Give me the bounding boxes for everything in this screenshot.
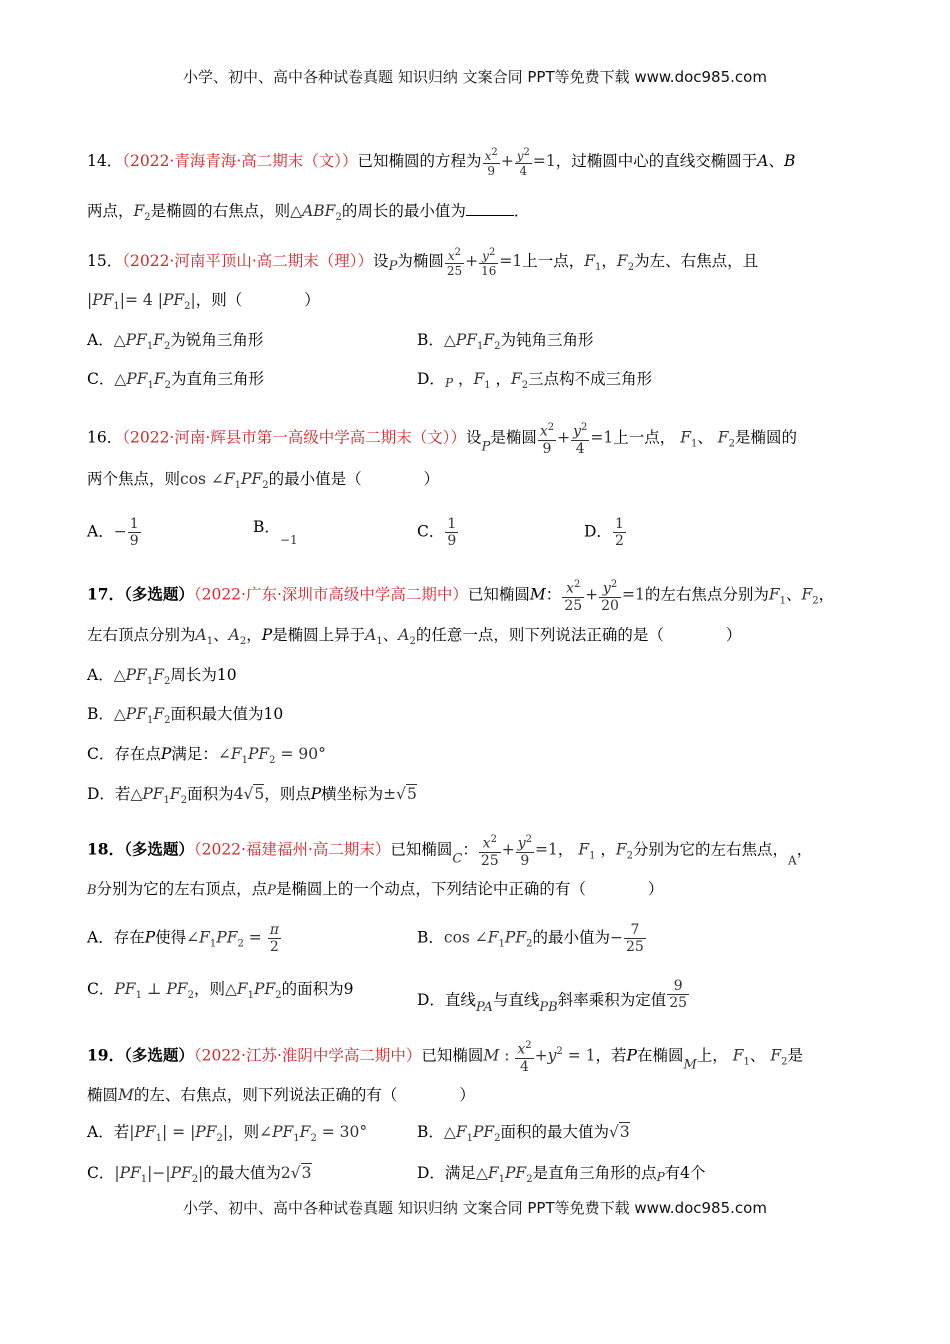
q17-line1: 17．（多选题）（2022·广东·深圳市高级中学高二期中）已知椭圆M： $\frac{x^2}{25}$ + $\frac{y^2}{20}$ =1的左右焦点分别为$F_1$、$F_2$， — [87, 579, 835, 614]
q16-line2: 两个焦点，则$\cos \angle F_1PF_2$的最小值是（ ） — [87, 470, 440, 492]
q14-number: 14． — [87, 152, 123, 170]
q17-line2: 左右顶点分别为$A_1$、$A_2$，P是椭圆上异于$A_1$、$A_2$的任意一点，则下列说法正确的是（ ） — [87, 626, 742, 648]
q19-source: （2022·江苏·淮阴中学高二期中） — [193, 1046, 422, 1065]
q14-line1: 14．（2022·青海青海·高二期末（文））已知椭圆的方程为 $\frac{x^2}{9}$ + $\frac{y^2}{4}$ =1，过椭圆中心的直线交椭圆于A、B — [87, 147, 796, 178]
q18-line2: B分别为它的左右顶点，点P是椭圆上的一个动点，下列结论中正确的有（ ） — [87, 880, 664, 898]
q18-number: 18． — [87, 839, 125, 859]
q16-number: 16． — [87, 428, 123, 447]
q16-source: （2022·河南·辉县市第一高级中学高二期末（文）） — [122, 428, 467, 447]
q16-line1: 16．（2022·河南·辉县市第一高级中学高二期末（文））设$_P$是椭圆 $\frac{x^2}{9}$ + $\frac{y^2}{4}$ =1上一点， $F_1$、 $F_2$是椭圆的 — [87, 422, 797, 457]
q15-number: 15． — [87, 252, 123, 270]
q15-options-AB: A．$\triangle PF_1F_2$为锐角三角形 B．$\triangle PF_1F_2$为钝角三角形 — [87, 331, 594, 353]
q15-line1: 15．（2022·河南平顶山·高二期末（理））设$_P$为椭圆 $\frac{x^2}{25}$ + $\frac{y^2}{16}$ =1上一点，$F_1$，$F_2$为左、右焦点，且 — [87, 247, 759, 278]
q15-source: （2022·河南平顶山·高二期末（理）） — [122, 252, 374, 270]
q19-options-CD: C．$|PF_1|-|PF_2|$的最大值为2√3 D．满足$\triangle F_1PF_2$是直角三角形的点P有4个 — [87, 1164, 706, 1186]
q17-number: 17． — [87, 584, 125, 604]
q19-line1: 19．（多选题）（2022·江苏·淮阴中学高二期中）已知椭圆M : $\frac{x^2}{4}$ $+y^2 = 1$，若P在椭圆$_M$上， $F_1$、 $F_2$是 — [87, 1040, 803, 1075]
q19-number: 19． — [87, 1045, 125, 1065]
q16-options: A．− $\frac{1}{9}$ B．$_{-1}$ C． $\frac{1}{9}$ D． $\frac{1}{2}$ — [87, 516, 624, 549]
q18-options-CD: C．$PF_1$ ⊥ $PF_2$，则$\triangle F_1PF_2$的面积为9 D．直线$_{PA}$与直线$_{PB}$斜率乘积为定值 $\frac{9}{25}$ — [87, 978, 688, 1015]
q17-option-C: C．存在点P满足：$\angle F_1PF_2 = 90^\circ$ — [87, 745, 326, 767]
page-header: 小学、初中、高中各种试卷真题 知识归纳 文案合同 PPT等免费下载 www.doc985.com — [183, 68, 767, 86]
q14-source: （2022·青海青海·高二期末（文）） — [122, 152, 358, 170]
q18-line1: 18．（多选题）（2022·福建福州·高二期末）已知椭圆$_C$： $\frac{x^2}{25}$ + $\frac{y^2}{9}$ =1， $F_1$ ，$F_2$分别为它的左右焦点，$_A$， — [87, 834, 813, 869]
q17-multi-tag: （多选题） — [124, 584, 194, 604]
q17-option-D: D．若$\triangle PF_1F_2$面积为4√5，则点P横坐标为±√5 — [87, 785, 417, 807]
answer-blank — [466, 201, 514, 216]
q18-source: （2022·福建福州·高二期末） — [193, 840, 391, 859]
q17-source: （2022·广东·深圳市高级中学高二期中） — [193, 585, 468, 604]
q19-line2: 椭圆M的左、右焦点，则下列说法正确的有（ ） — [87, 1086, 475, 1104]
q18-multi-tag: （多选题） — [124, 839, 194, 859]
q14-line2: 两点，$F_2$是椭圆的右焦点，则$\triangle ABF_2$的周长的最小值为 ． — [87, 202, 530, 224]
q19-multi-tag: （多选题） — [124, 1045, 194, 1065]
q18-options-AB: A．存在P使得$\angle F_1PF_2$ = $\frac{\pi}{2}$ B．$\cos \angle F_1PF_2$的最小值为− $\frac{7}{25}$ — [87, 922, 644, 955]
page-footer: 小学、初中、高中各种试卷真题 知识归纳 文案合同 PPT等免费下载 www.doc985.com — [183, 1199, 767, 1217]
q19-options-AB: A．若$|PF_1| = |PF_2|$，则$\angle PF_1F_2 = 30^\circ$ B．$\triangle F_1PF_2$面积的最大值为√3 — [87, 1123, 630, 1145]
q15-line2: $|PF_1|= 4$ $|PF_2|$，则（ ） — [87, 291, 320, 313]
q17-option-B: B．$\triangle PF_1F_2$面积最大值为10 — [87, 705, 284, 727]
q17-option-A: A．$\triangle PF_1F_2$周长为10 — [87, 666, 237, 688]
q15-options-CD: C．$\triangle PF_1F_2$为直角三角形 D．P ，$F_1$ ，$F_2$三点构不成三角形 — [87, 370, 653, 392]
